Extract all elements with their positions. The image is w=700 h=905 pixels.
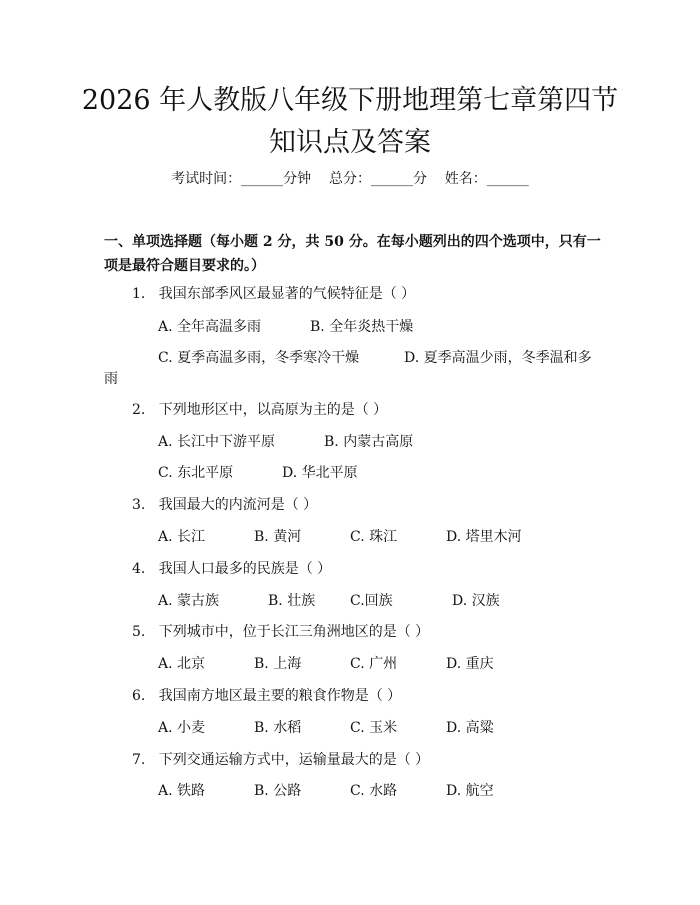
q5-option-a: A. 北京	[158, 656, 206, 672]
q2-option-a: A. 长江中下游平原	[158, 434, 276, 450]
q3-option-b: B. 黄河	[254, 529, 302, 545]
title-line-1: 2026 年人教版八年级下册地理第七章第四节	[81, 85, 619, 116]
question-4-stem: 4. 我国人口最多的民族是（ ）	[132, 561, 332, 577]
q4-option-a: A. 蒙古族	[158, 593, 220, 609]
q6-option-a: A. 小麦	[158, 720, 206, 736]
q2-option-c: C. 东北平原	[158, 465, 234, 481]
q2-option-d: D. 华北平原	[282, 465, 358, 481]
q6-option-b: B. 水稻	[254, 720, 302, 736]
q4-option-b: B. 壮族	[268, 593, 316, 609]
q7-option-b: B. 公路	[254, 783, 302, 799]
question-2-stem: 2. 下列地形区中，以高原为主的是（ ）	[132, 402, 388, 418]
q4-option-c: C.回族	[350, 593, 393, 609]
q5-option-d: D. 重庆	[446, 656, 494, 672]
question-1-stem: 1. 我国东部季风区最显著的气候特征是（ ）	[132, 286, 416, 302]
q3-option-d: D. 塔里木河	[446, 529, 522, 545]
q7-option-c: C. 水路	[350, 783, 398, 799]
exam-meta: 考试时间：______分钟 总分：______分 姓名：______	[171, 171, 529, 187]
q1-option-a: A. 全年高温多雨	[158, 319, 262, 335]
q2-option-b: B. 内蒙古高原	[324, 434, 414, 450]
q3-option-c: C. 珠江	[350, 529, 398, 545]
q1-option-b: B. 全年炎热干燥	[310, 319, 414, 335]
title-line-2: 知识点及答案	[269, 127, 431, 158]
q6-option-c: C. 玉米	[350, 720, 398, 736]
q6-option-d: D. 高粱	[446, 720, 494, 736]
q4-option-d: D. 汉族	[452, 593, 500, 609]
q3-option-a: A. 长江	[158, 529, 206, 545]
q1-option-d: D. 夏季高温少雨，冬季温和多	[404, 350, 592, 366]
q1-option-d-wrap: 雨	[104, 371, 118, 387]
q5-option-c: C. 广州	[350, 656, 398, 672]
q7-option-d: D. 航空	[446, 783, 494, 799]
q7-option-a: A. 铁路	[158, 783, 206, 799]
q5-option-b: B. 上海	[254, 656, 302, 672]
page-title	[60, 80, 640, 164]
question-5-stem: 5. 下列城市中，位于长江三角洲地区的是（ ）	[132, 624, 430, 640]
section-heading: 一、单项选择题（每小题 2 分，共 50 分。在每小题列出的四个选项中，只有一项是最符合题目要求的。）	[104, 234, 601, 274]
question-7-stem: 7. 下列交通运输方式中，运输量最大的是（ ）	[132, 752, 430, 768]
question-3-stem: 3. 我国最大的内流河是（ ）	[132, 497, 318, 513]
question-6-stem: 6. 我国南方地区最主要的粮食作物是（ ）	[132, 688, 402, 704]
q1-option-c: C. 夏季高温多雨，冬季寒冷干燥	[158, 350, 360, 366]
